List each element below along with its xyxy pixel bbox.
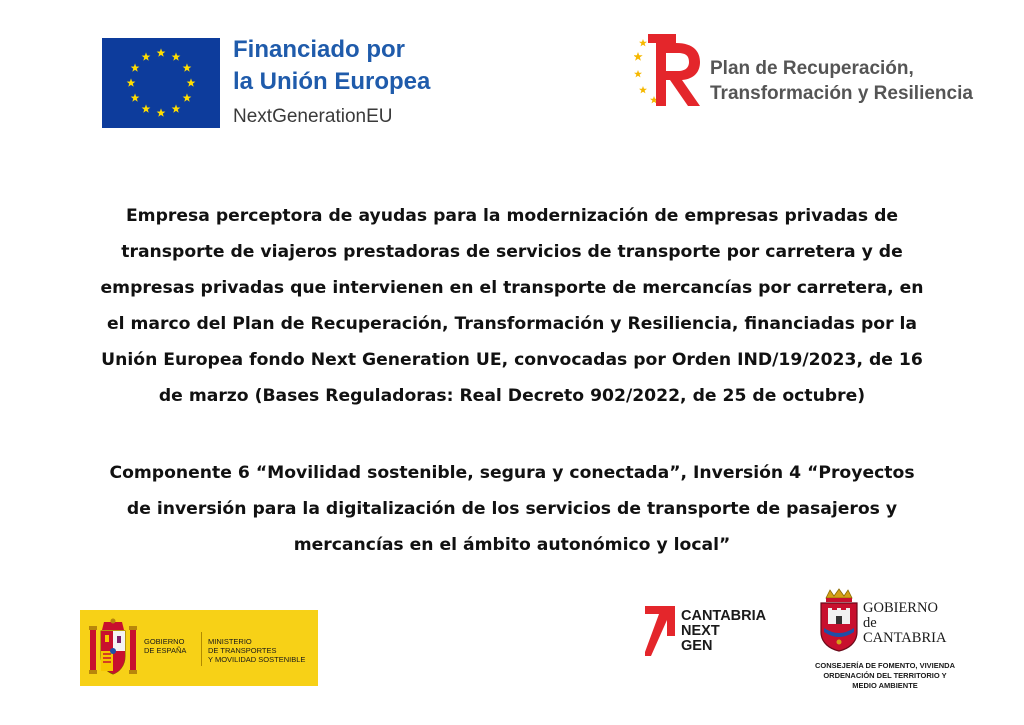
ministerio-line1: MINISTERIO bbox=[208, 637, 252, 646]
gobierno-espana-line2: DE ESPAÑA bbox=[144, 646, 187, 655]
gobierno-cantabria-line3: CANTABRIA bbox=[863, 630, 947, 646]
prtr-logo-line2: Transformación y Resiliencia bbox=[710, 83, 973, 104]
prtr-logo-icon bbox=[634, 32, 704, 110]
consejeria-line2: ORDENACIÓN DEL TERRITORIO Y bbox=[823, 671, 947, 680]
ministerio-line3: Y MOVILIDAD SOSTENIBLE bbox=[208, 655, 306, 664]
eu-logo-line2: la Unión Europea bbox=[233, 68, 431, 95]
consejeria-text bbox=[800, 661, 970, 691]
eu-logo-line1: Financiado por bbox=[233, 36, 406, 63]
component-investment-text: Componente 6 “Movilidad sostenible, segura y conectada”, Inversión 4 “Proyectos de inversión para la digitalización de los servicios de transporte de pasajeros y mercancías en el ámbito autonómico y local” bbox=[109, 463, 915, 555]
gobierno-cantabria-line1: GOBIERNO bbox=[863, 600, 938, 616]
cantabria-next-gen-text bbox=[681, 609, 766, 654]
red-arrow-icon bbox=[645, 604, 677, 656]
divider bbox=[201, 632, 202, 666]
eu-logo-line3: NextGenerationEU bbox=[233, 106, 393, 127]
cantabria-next-gen-line3: GEN bbox=[681, 638, 713, 654]
gobierno-cantabria-line2: de bbox=[863, 615, 877, 631]
ministerio-line2: DE TRANSPORTES bbox=[208, 646, 277, 655]
coat-of-arms-icon bbox=[88, 618, 138, 678]
cantabria-next-gen-line1: CANTABRIA bbox=[681, 608, 767, 624]
gobierno-espana-line1: GOBIERNO bbox=[144, 637, 185, 646]
gobierno-cantabria-title bbox=[863, 601, 946, 646]
gobierno-espana-text bbox=[144, 637, 186, 655]
cantabria-shield-icon bbox=[818, 588, 860, 652]
eu-flag-icon bbox=[102, 38, 220, 128]
prtr-logo-line1: Plan de Recuperación, bbox=[710, 58, 914, 79]
cantabria-next-gen-line2: NEXT bbox=[681, 623, 720, 639]
gobierno-espana-logo bbox=[80, 610, 318, 686]
ministerio-text bbox=[208, 637, 305, 664]
consejeria-line1: CONSEJERÍA DE FOMENTO, VIVIENDA bbox=[814, 661, 956, 670]
funding-notice-text: Empresa perceptora de ayudas para la modernización de empresas privadas de transporte de viajeros prestadoras de servicios de transporte por carretera y de empresas privadas que intervienen en el transporte de mercancías por carretera, en el marco del Plan de Recuperación, Transformación y Resiliencia, financiadas por la Unión Europea fondo Next Generation UE, convocadas por Orden IND/19/2023, de 16 de marzo (Bases Reguladoras: Real Decreto 902/2022, de 25 de octubre) bbox=[100, 206, 924, 406]
consejeria-line3: MEDIO AMBIENTE bbox=[852, 681, 918, 690]
